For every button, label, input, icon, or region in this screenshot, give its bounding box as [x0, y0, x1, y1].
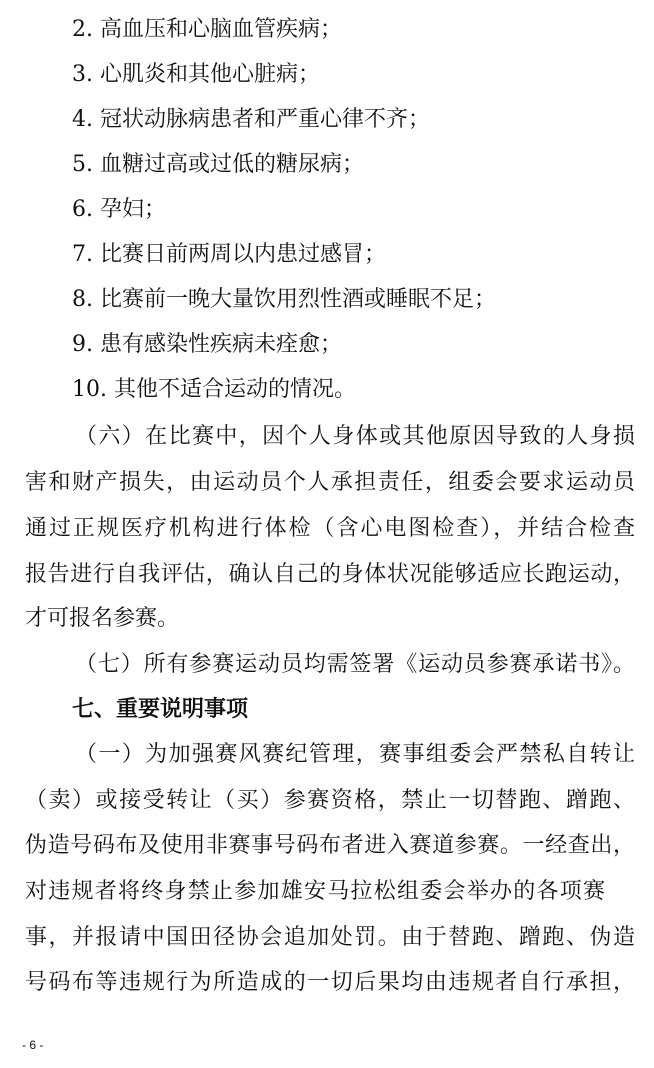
paragraph-line: 号码布等违规行为所造成的一切后果均由违规者自行承担，: [25, 970, 635, 995]
paragraph-line: （卖）或接受转让（买）参赛资格，禁止一切替跑、蹭跑、: [25, 788, 635, 813]
section-heading: 七、重要说明事项: [72, 697, 249, 722]
list-item: 8. 比赛前一晚大量饮用烈性酒或睡眠不足；: [72, 287, 496, 312]
paragraph-line: 才可报名参赛。: [25, 606, 180, 631]
paragraph-line: 对违规者将终身禁止参加雄安马拉松组委会举办的各项赛: [25, 879, 605, 904]
list-item: 5. 血糖过高或过低的糖尿病；: [72, 152, 364, 177]
list-item: 2. 高血压和心脑血管疾病；: [72, 17, 342, 42]
paragraph-line: 通过正规医疗机构进行体检（含心电图检查），并结合检查: [25, 516, 635, 541]
list-item: 3. 心肌炎和其他心脏病；: [72, 62, 320, 87]
list-item: 9. 患有感染性疾病未痊愈；: [72, 332, 342, 357]
paragraph-line: （七）所有参赛运动员均需签署《运动员参赛承诺书》。: [75, 652, 635, 677]
paragraph-line: （六）在比赛中，因个人身体或其他原因导致的人身损: [75, 424, 635, 449]
list-item: 6. 孕妇；: [72, 197, 166, 222]
paragraph-line: 害和财产损失，由运动员个人承担责任，组委会要求运动员: [25, 470, 635, 495]
page-number: - 6 -: [22, 1038, 44, 1052]
paragraph-line: 事，并报请中国田径协会追加处罚。由于替跑、蹭跑、伪造: [25, 925, 635, 950]
paragraph-line: （一）为加强赛风赛纪管理，赛事组委会严禁私自转让: [75, 742, 635, 767]
paragraph-line: 报告进行自我评估，确认自己的身体状况能够适应长跑运动，: [25, 562, 635, 587]
list-item: 7. 比赛日前两周以内患过感冒；: [72, 242, 386, 267]
paragraph-line: 伪造号码布及使用非赛事号码布者进入赛道参赛。一经查出，: [25, 833, 635, 858]
list-item: 4. 冠状动脉病患者和严重心律不齐；: [72, 107, 430, 132]
list-item: 10. 其他不适合运动的情况。: [72, 377, 356, 402]
